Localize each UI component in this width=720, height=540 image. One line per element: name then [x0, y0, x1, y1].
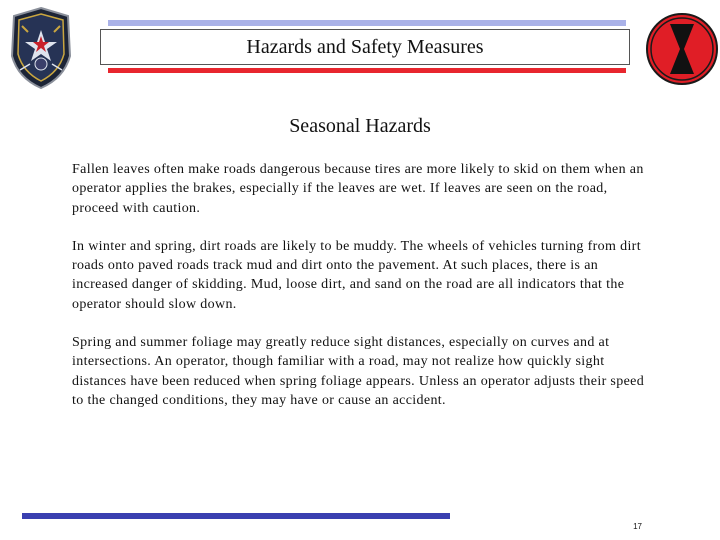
section-subtitle: Seasonal Hazards — [289, 115, 431, 137]
unit-crest-emblem-icon — [8, 6, 74, 90]
body-text — [72, 160, 656, 429]
footer-bar — [22, 513, 450, 519]
title-band-top — [108, 20, 626, 26]
paragraph-foliage: Spring and summer foliage may greatly reduce sight distances, especially on curves and at intersections. An operator, though familiar with a road, may not realize how quickly sight distances have been reduced when spring foliage appears. Unless an operator adjusts their speed to the changed conditions, they may have or cause an accident. — [72, 335, 645, 408]
title-band-bottom — [108, 68, 626, 73]
paragraph-fallen-leaves: Fallen leaves often make roads dangerous because tires are more likely to skid on them when an operator applies the brakes, especially if the leaves are wet. If leaves are seen on the road, proceed with caution. — [72, 162, 644, 216]
page-number: 17 — [633, 522, 642, 531]
paragraph-muddy-roads: In winter and spring, dirt roads are likely to be muddy. The wheels of vehicles turning from dirt roads onto paved roads track mud and dirt onto the pavement. At such places, there is an increased danger of skidding. Mud, loose dirt, and sand on the road are all indicators that the operator should slow down. — [72, 238, 641, 312]
hourglass-division-patch-icon — [646, 12, 718, 86]
slide-title: Hazards and Safety Measures — [100, 29, 630, 65]
